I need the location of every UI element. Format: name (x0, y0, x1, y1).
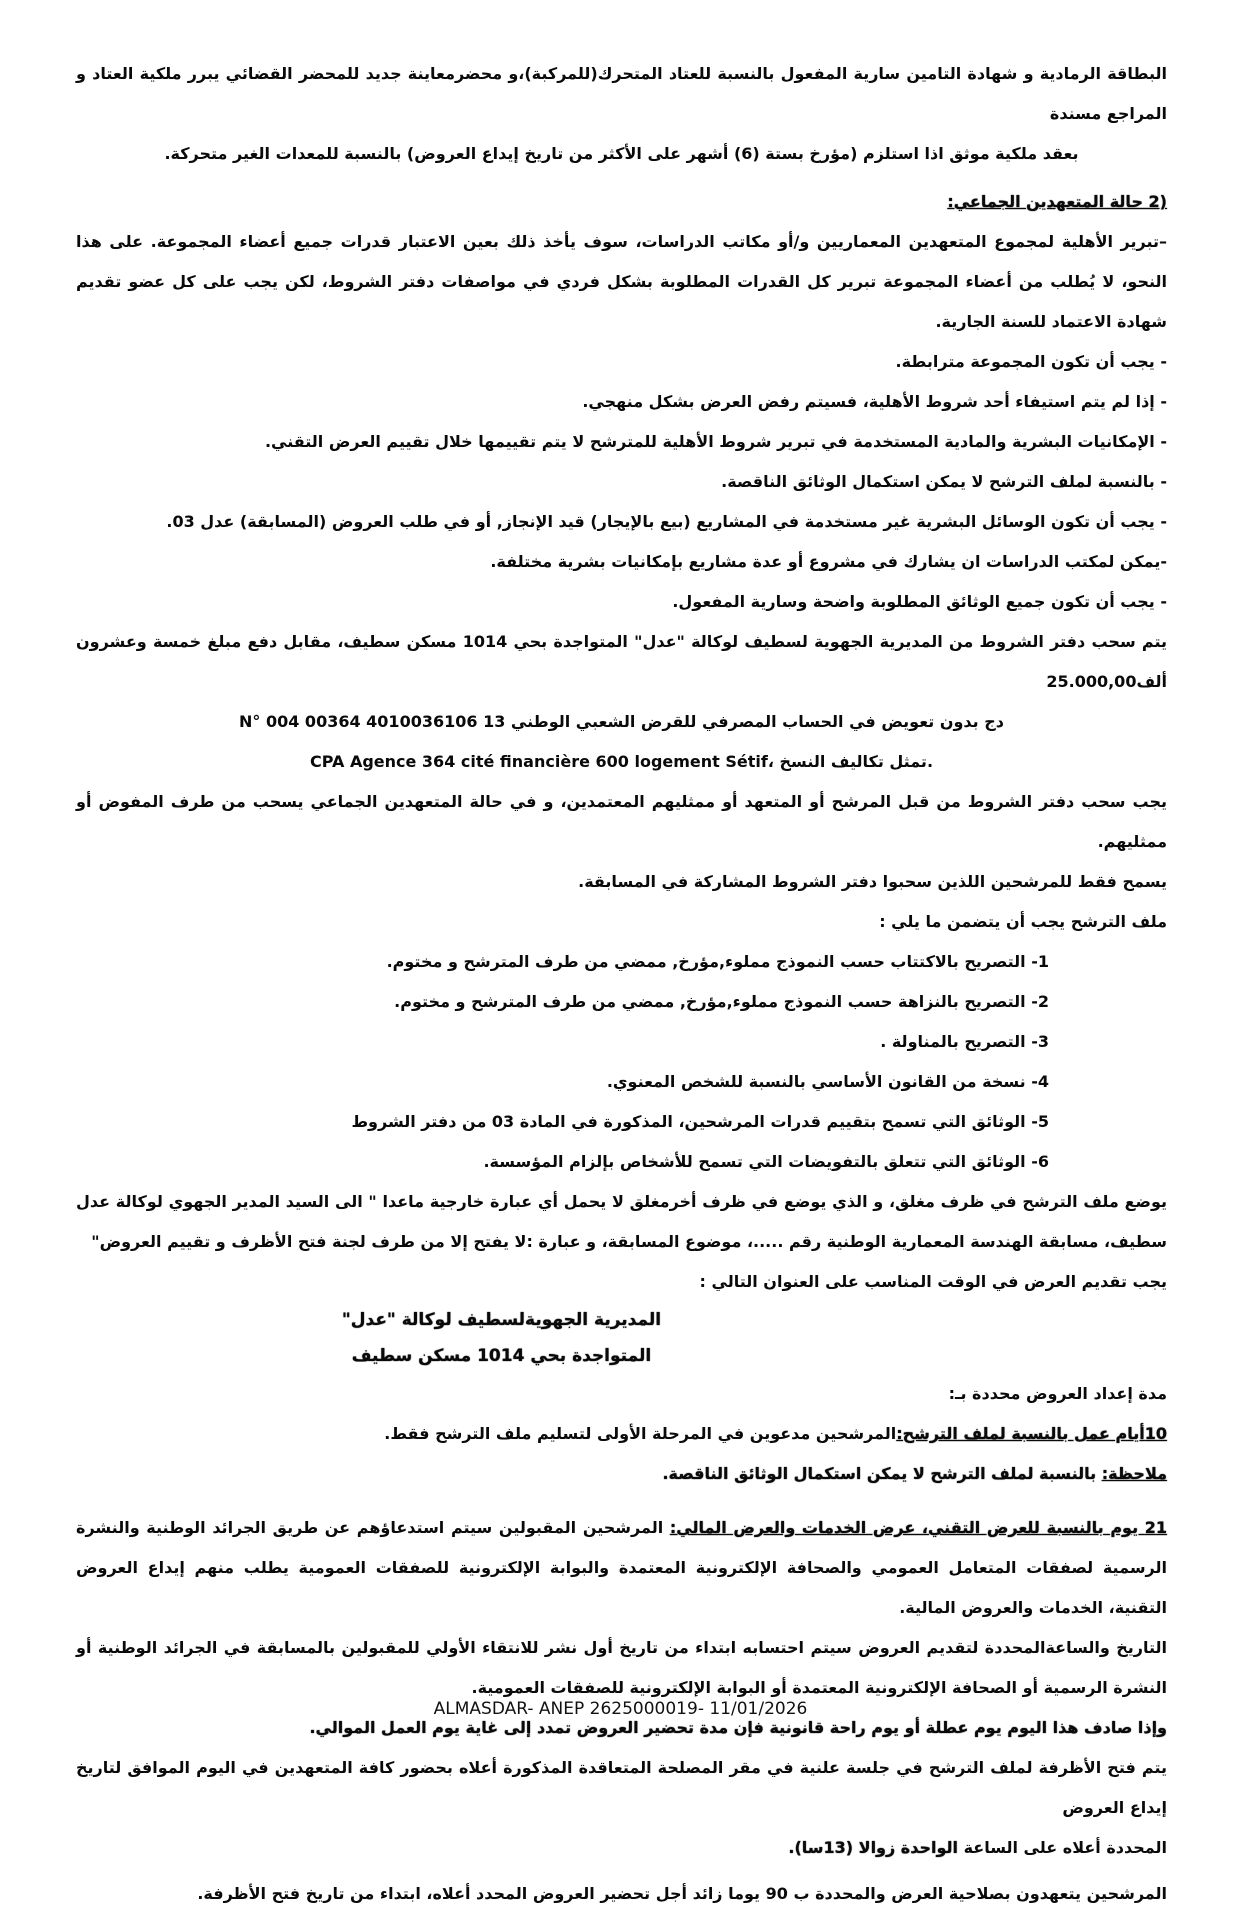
duration-candidacy-line (76, 1414, 1167, 1454)
para-withdrawal-cpa-agency: CPA Agence 364 cité financière 600 logement Sétif، تمثل تكاليف النسخ. (309, 752, 934, 771)
bullet-human-resources: - يجب أن تكون الوسائل البشرية غير مستخدمة في المشاريع (بيع بالإيجار) قيد الإنجاز, أو في طلب العروض (المسابقة) عدل 03. (166, 512, 1167, 531)
para-withdrawal-by-whom: يجب سحب دفتر الشروط من قبل المرشح أو المتعهد أو ممثليهم المعتمدين، و في حالة المتعهدين الجماعي يسحب من طرف المفوض أو ممثليهم. (76, 792, 1167, 851)
heading-group-tenderers (76, 182, 1167, 222)
para-group-eligibility: –تبرير الأهلية لمجموع المتعهدين المعماريين و/أو مكاتب الدراسات، سوف يأخذ ذلك بعين الاعتبار قدرات جميع أعضاء المجموعة. على هذا النحو، لا يُطلب من أعضاء المجموعة تبرير كل القدرات المطلوبة بشكل فردي في مواصفات دفتر الشروط، لكن يجب على كل عضو تقديم شهادة الاعتماد للسنة الجارية. (76, 232, 1167, 331)
candidacy-item-delegations: 6- الوثائق التي تتعلق بالتفويضات التي تسمح للأشخاص بإلزام المؤسسة. (483, 1152, 1049, 1171)
note-lead: ملاحظة: (1101, 1464, 1167, 1483)
heading-title: حالة المتعهدين الجماعي: (947, 192, 1149, 211)
footer-anep: ALMASDAR- ANEP 2625000019- 11/01/2026 (433, 1699, 808, 1719)
para-deadline-calculation: التاريخ والساعةالمحددة لتقديم العروض سيتم احتسابه ابتداء من تاريخ أول نشر للانتقاء الأولي للمقبولين بالمسابقة في الجرائد الوطنية أو النشرة الرسمية أو الصحافة الإلكترونية المعتمدة أو البوابة الإلكترونية للصفقات العمومية. (76, 1638, 1167, 1697)
candidacy-file-intro: ملف الترشح يجب أن يتضمن ما يلي : (879, 912, 1167, 931)
para-withdrawal-line1: يتم سحب دفتر الشروط من المديرية الجهوية لسطيف لوكالة "عدل" المتواجدة بحي 1014 مسكن سطيف، مقابل دفع مبلغ خمسة وعشرون ألف25.000,00 (76, 632, 1167, 691)
para-holiday-extension: وإذا صادف هذا اليوم يوم عطلة أو يوم راحة قانونية فإن مدة تحضير العروض تمدد إلى غاية يوم العمل الموالي. (309, 1718, 1167, 1737)
para-envelope-opening-line1: يتم فتح الأظرفة لملف الترشح في جلسة علنية في مقر المصلحة المتعاقدة المذكورة أعلاه بحضور كافة المتعهدين في اليوم الموافق لتاريخ إيداع العروض (76, 1758, 1167, 1817)
candidacy-item-capacity-docs: 5- الوثائق التي تسمح بتقييم قدرات المرشحين، المذكورة في المادة 03 من دفتر الشروط (351, 1112, 1049, 1131)
duration-technical-rest: المرشحين المقبولين سيتم استدعاؤهم عن طريق الجرائد الوطنية والنشرة الرسمية لصفقات المتعامل العمومي والصحافة الإلكترونية المعتمدة والبوابة الإلكترونية للصفقات العمومية يطلب منهم إيداع العروض التقنية، الخدمات والعروض المالية. (76, 1518, 1167, 1617)
bullet-group-cohesion: - يجب أن تكون المجموعة مترابطة. (895, 352, 1167, 371)
note-line (76, 1454, 1167, 1494)
candidacy-item-subcontracting: 3- التصريح بالمناولة . (880, 1032, 1049, 1051)
bullet-resources-evaluation: - الإمكانيات البشرية والمادية المستخدمة في تبرير شروط الأهلية للمترشح لا يتم تقييمها خلال تقييم العرض التقني. (264, 432, 1167, 451)
para-offer-validity: المرشحين يتعهدون بصلاحية العرض والمحددة ب 90 يوما زائد أجل تحضير العروض المحدد أعلاه، ابتداء من تاريخ فتح الأظرفة. (197, 1884, 1167, 1903)
heading-group-tenderers-text (947, 192, 1167, 211)
bullet-eligibility-rejection: - إذا لم يتم استيفاء أحد شروط الأهلية، فسيتم رفض العرض بشكل منهجي. (582, 392, 1167, 411)
candidacy-item-subscription: 1- التصريح بالاكتتاب حسب النموذج مملوء,مؤرخ, ممضي من طرف المترشح و مختوم. (386, 952, 1049, 971)
para-envelope-opening-line2 (76, 1828, 1167, 1868)
bullet-missing-documents: - بالنسبة لملف الترشح لا يمكن استكمال الوثائق الناقصة. (721, 472, 1167, 491)
duration-technical-lead: 21 يوم بالنسبة للعرض التقني، عرض الخدمات والعرض المالي: (669, 1518, 1168, 1537)
duration-candidacy-rest: المرشحين مدعوين في المرحلة الأولى لتسليم ملف الترشح فقط. (384, 1424, 897, 1443)
duration-candidacy-lead: 10أيام عمل بالنسبة لملف الترشح: (896, 1424, 1167, 1443)
address-line-1: المديرية الجهويةلسطيف لوكالة "عدل" (341, 1310, 662, 1330)
para-envelope-instructions: يوضع ملف الترشح في ظرف مغلق، و الذي يوضع في ظرف أخرمغلق لا يحمل أي عبارة خارجية ماعدا " الى السيد المدير الجهوي لوكالة عدل سطيف، مسابقة الهندسة المعمارية الوطنية رقم .....، موضوع المسابقة، و عبارة :لا يفتح إلا من طرف لجنة فتح الأظرف و تقييم العروض" (76, 1192, 1167, 1251)
para-gray-card-line1: البطاقة الرمادية و شهادة التامين سارية المفعول بالنسبة للعتاد المتحرك(للمركبة)،و محضرمعاينة جديد للمحضر القضائي يبرر ملكية العتاد و المراجع مسندة (76, 64, 1167, 123)
note-rest: بالنسبة لملف الترشح لا يمكن استكمال الوثائق الناقصة. (662, 1464, 1102, 1483)
duration-technical-paragraph (76, 1508, 1167, 1628)
bullet-studies-office: -يمكن لمكتب الدراسات ان يشارك في مشروع أو عدة مشاريع بإمكانيات بشرية مختلفة. (490, 552, 1167, 571)
offers-prep-duration-intro: مدة إعداد العروض محددة بـ: (948, 1384, 1167, 1403)
candidacy-item-integrity: 2- التصريح بالنزاهة حسب النموذج مملوء,مؤرخ, ممضي من طرف المترشح و مختوم. (394, 992, 1049, 1011)
para-participation-allowed: يسمح فقط للمرشحين اللذين سحبوا دفتر الشروط المشاركة في المسابقة. (578, 872, 1167, 891)
para-gray-card-line2: بعقد ملكية موثق اذا استلزم (مؤرخ بستة (6) أشهر على الأكثر من تاريخ إيداع العروض) بالنسبة للمعدات الغير متحركة. (164, 144, 1079, 163)
opening-time-bold: الواحدة زوالا (13سا). (788, 1838, 958, 1857)
bullet-valid-documents: - يجب أن تكون جميع الوثائق المطلوبة واضحة وسارية المفعول. (672, 592, 1167, 611)
opening-time-pre: المحددة أعلاه على الساعة (958, 1838, 1167, 1857)
submit-address-intro: يجب تقديم العرض في الوقت المناسب على العنوان التالي : (699, 1272, 1167, 1291)
candidacy-item-statutes: 4- نسخة من القانون الأساسي بالنسبة للشخص المعنوي. (606, 1072, 1049, 1091)
para-withdrawal-bank-account: دج بدون تعويض في الحساب المصرفي للقرض الشعبي الوطني N° 004 00364 4010036106 13 (239, 712, 1004, 731)
heading-number: 2) (1148, 192, 1167, 211)
address-line-2: المتواجدة بحي 1014 مسكن سطيف (351, 1346, 652, 1366)
